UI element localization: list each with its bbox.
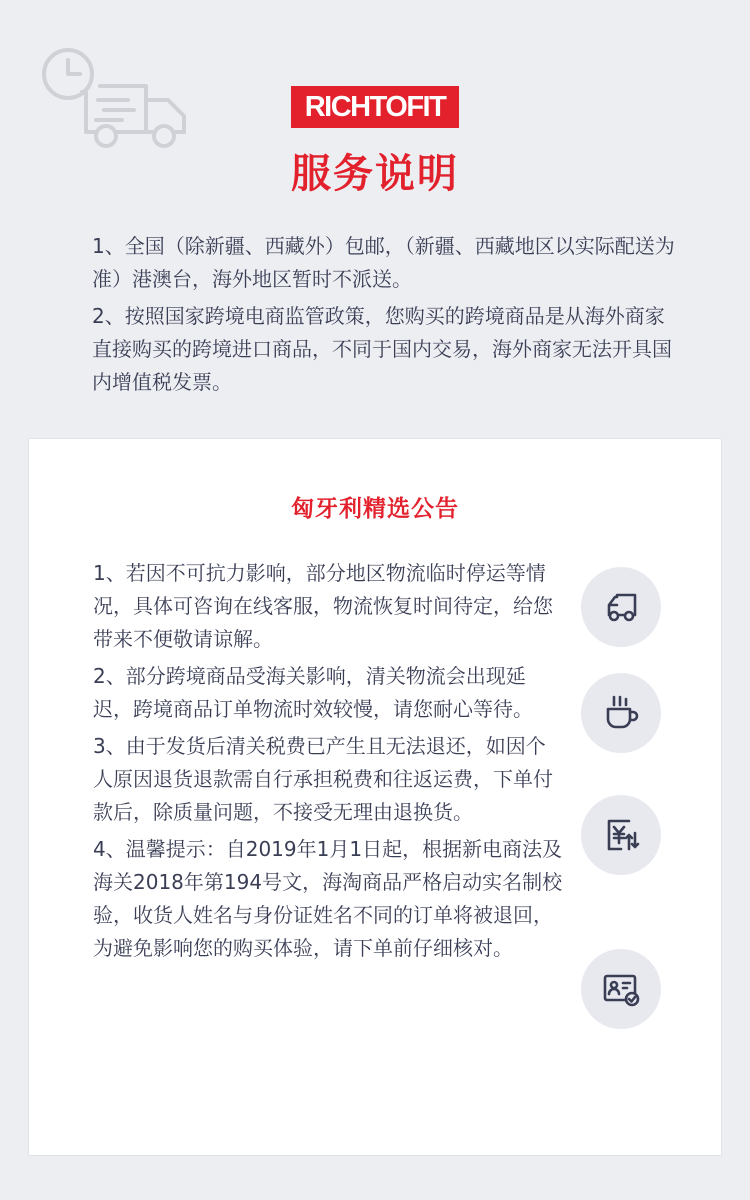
service-list — [92, 230, 682, 403]
id-card-verified-icon — [599, 967, 643, 1011]
page-title: 服务说明 — [291, 151, 459, 197]
delivery-truck-clock-icon — [38, 44, 190, 156]
notice-icon-4 — [581, 949, 661, 1029]
delivery-truck-icon — [599, 585, 643, 629]
service-item: 2、按照国家跨境电商监管政策，您购买的跨境商品是从海外商家直接购买的跨境进口商品，不同于国内交易，海外商家无法开具国内增值税发票。 — [92, 304, 672, 394]
notice-icon-3 — [581, 795, 661, 875]
notice-card — [28, 438, 722, 1156]
yuan-tax-refund-icon — [599, 813, 643, 857]
service-item: 1、全国（除新疆、西藏外）包邮，（新疆、西藏地区以实际配送为准）港澳台，海外地区暂时不派送。 — [92, 234, 675, 291]
notice-item: 4、温馨提示：自2019年1月1日起，根据新电商法及海关2018年第194号文，海淘商品严格启动实名制校验，收货人姓名与身份证姓名不同的订单将被退回，为避免影响您的购买体验，请下单前仔细核对。 — [93, 837, 563, 960]
brand-logo: RICHTOFIT — [291, 86, 459, 128]
notice-item: 3、由于发货后清关税费已产生且无法退还，如因个人原因退货退款需自行承担税费和往返运费，下单付款后，除质量问题，不接受无理由退换货。 — [93, 734, 553, 824]
notice-title: 匈牙利精选公告 — [291, 496, 459, 522]
notice-item: 1、若因不可抗力影响，部分地区物流临时停运等情况，具体可咨询在线客服，物流恢复时间待定，给您带来不便敬请谅解。 — [93, 561, 553, 651]
notice-icon-1 — [581, 567, 661, 647]
notice-item: 2、部分跨境商品受海关影响，清关物流会出现延迟，跨境商品订单物流时效较慢，请您耐心等待。 — [93, 664, 533, 721]
hot-coffee-cup-icon — [599, 691, 643, 735]
notice-icon-2 — [581, 673, 661, 753]
notice-list — [93, 557, 563, 969]
